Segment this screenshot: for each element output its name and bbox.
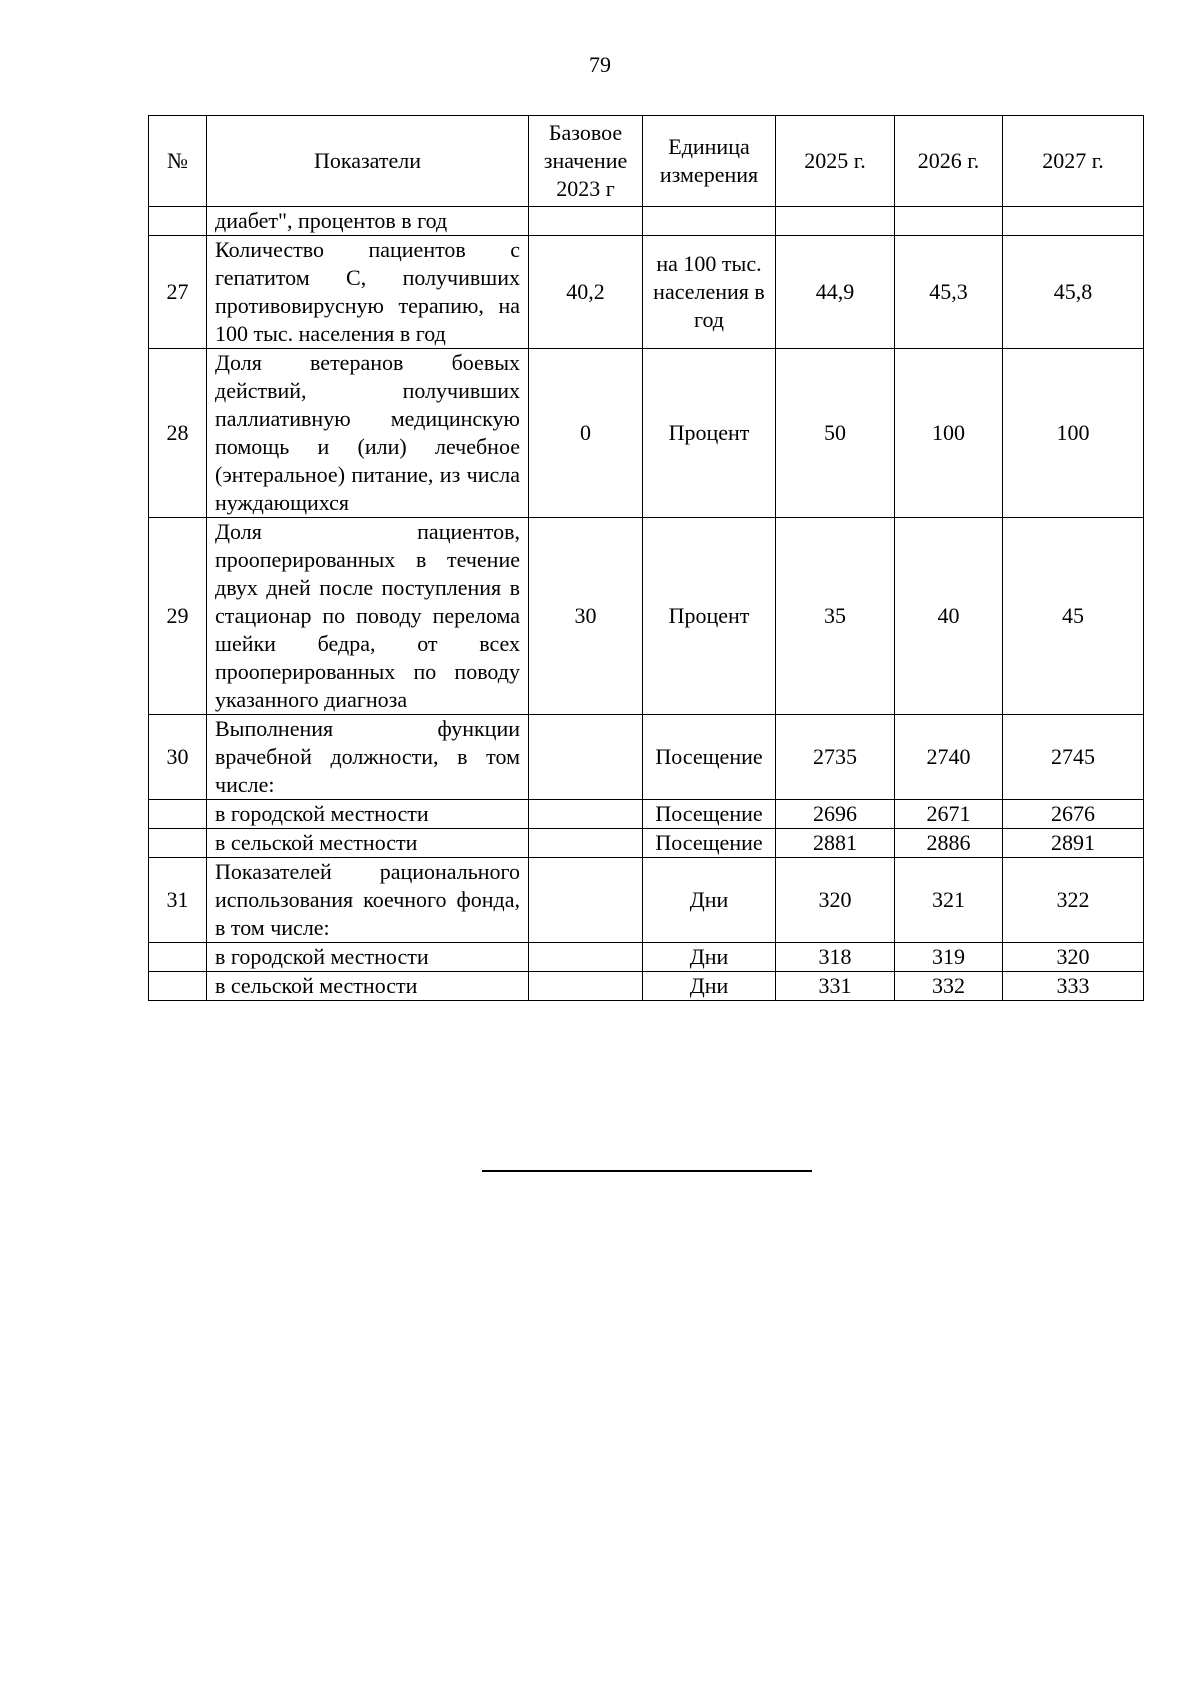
base-value-cell — [529, 207, 643, 236]
row-number — [149, 943, 207, 972]
table-row — [149, 829, 1144, 858]
row-number: 30 — [149, 715, 207, 800]
page-number: 79 — [589, 52, 611, 77]
header-number: № — [149, 116, 207, 207]
base-value-cell — [529, 858, 643, 943]
row-number — [149, 207, 207, 236]
value-2025-cell: 2735 — [776, 715, 895, 800]
value-2026-cell: 2671 — [895, 800, 1003, 829]
indicator-cell: в сельской местности — [207, 829, 529, 858]
row-number — [149, 972, 207, 1001]
row-number — [149, 800, 207, 829]
value-2027-cell: 45 — [1003, 518, 1144, 715]
header-2027: 2027 г. — [1003, 116, 1144, 207]
value-2027-cell: 2676 — [1003, 800, 1144, 829]
table-row — [149, 800, 1144, 829]
table-header-row — [149, 116, 1144, 207]
unit-cell: Процент — [643, 349, 776, 518]
value-2025-cell: 44,9 — [776, 236, 895, 349]
header-indicator: Показатели — [207, 116, 529, 207]
value-2026-cell: 2740 — [895, 715, 1003, 800]
value-2027-cell: 100 — [1003, 349, 1144, 518]
header-base-value: Базовое значение 2023 г — [529, 116, 643, 207]
row-number: 29 — [149, 518, 207, 715]
table-row — [149, 207, 1144, 236]
row-number — [149, 829, 207, 858]
row-number: 27 — [149, 236, 207, 349]
unit-cell: Посещение — [643, 800, 776, 829]
table-row — [149, 236, 1144, 349]
indicators-table — [148, 115, 1144, 1001]
unit-cell: Дни — [643, 858, 776, 943]
value-2026-cell: 2886 — [895, 829, 1003, 858]
base-value-cell — [529, 800, 643, 829]
unit-cell: Дни — [643, 972, 776, 1001]
value-2025-cell: 50 — [776, 349, 895, 518]
value-2027-cell: 333 — [1003, 972, 1144, 1001]
value-2026-cell: 319 — [895, 943, 1003, 972]
header-2026: 2026 г. — [895, 116, 1003, 207]
table-row — [149, 518, 1144, 715]
unit-cell — [643, 207, 776, 236]
value-2027-cell: 322 — [1003, 858, 1144, 943]
value-2026-cell: 100 — [895, 349, 1003, 518]
value-2025-cell: 2881 — [776, 829, 895, 858]
value-2027-cell: 320 — [1003, 943, 1144, 972]
indicator-cell: в сельской местности — [207, 972, 529, 1001]
value-2027-cell: 2745 — [1003, 715, 1144, 800]
value-2027-cell: 2891 — [1003, 829, 1144, 858]
indicator-cell: Доля пациентов, прооперированных в течение двух дней после поступления в стационар по поводу перелома шейки бедра, от всех прооперированных по поводу указанного диагноза — [207, 518, 529, 715]
indicator-cell: Доля ветеранов боевых действий, получивших паллиативную медицинскую помощь и (или) лечебное (энтеральное) питание, из числа нуждающихся — [207, 349, 529, 518]
header-unit: Единица измерения — [643, 116, 776, 207]
value-2025-cell: 35 — [776, 518, 895, 715]
indicator-cell: Показателей рационального использования коечного фонда, в том числе: — [207, 858, 529, 943]
table-row — [149, 972, 1144, 1001]
unit-cell: Посещение — [643, 829, 776, 858]
base-value-cell: 40,2 — [529, 236, 643, 349]
indicator-cell: в городской местности — [207, 943, 529, 972]
base-value-cell — [529, 715, 643, 800]
value-2026-cell: 332 — [895, 972, 1003, 1001]
indicator-cell: Выполнения функции врачебной должности, в том числе: — [207, 715, 529, 800]
base-value-cell: 30 — [529, 518, 643, 715]
row-number: 28 — [149, 349, 207, 518]
indicator-cell: диабет", процентов в год — [207, 207, 529, 236]
indicator-cell: в городской местности — [207, 800, 529, 829]
value-2025-cell — [776, 207, 895, 236]
value-2026-cell: 45,3 — [895, 236, 1003, 349]
base-value-cell: 0 — [529, 349, 643, 518]
value-2026-cell: 40 — [895, 518, 1003, 715]
value-2025-cell: 318 — [776, 943, 895, 972]
table-row — [149, 715, 1144, 800]
unit-cell: Посещение — [643, 715, 776, 800]
base-value-cell — [529, 972, 643, 1001]
unit-cell: на 100 тыс. населения в год — [643, 236, 776, 349]
table-row — [149, 943, 1144, 972]
end-of-document-rule — [482, 1170, 812, 1172]
indicator-cell: Количество пациентов с гепатитом С, получивших противовирусную терапию, на 100 тыс. населения в год — [207, 236, 529, 349]
header-2025: 2025 г. — [776, 116, 895, 207]
table-row — [149, 858, 1144, 943]
unit-cell: Процент — [643, 518, 776, 715]
value-2025-cell: 2696 — [776, 800, 895, 829]
row-number: 31 — [149, 858, 207, 943]
unit-cell: Дни — [643, 943, 776, 972]
value-2025-cell: 320 — [776, 858, 895, 943]
base-value-cell — [529, 943, 643, 972]
table-row — [149, 349, 1144, 518]
value-2027-cell: 45,8 — [1003, 236, 1144, 349]
value-2027-cell — [1003, 207, 1144, 236]
value-2026-cell — [895, 207, 1003, 236]
value-2025-cell: 331 — [776, 972, 895, 1001]
base-value-cell — [529, 829, 643, 858]
value-2026-cell: 321 — [895, 858, 1003, 943]
